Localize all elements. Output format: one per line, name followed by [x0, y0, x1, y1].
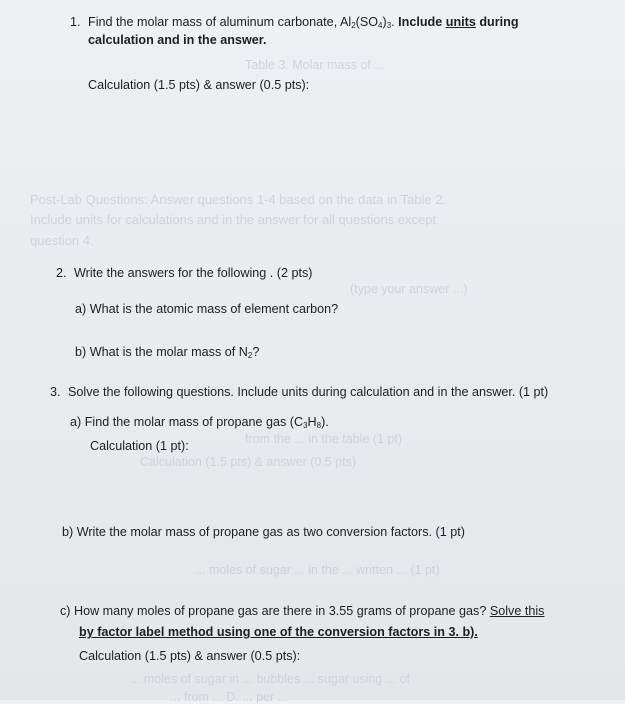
q1-calc-label: Calculation (1.5 pts) & answer (0.5 pts): [88, 78, 310, 92]
q3-part-a-calc: Calculation (1 pt): [90, 439, 189, 453]
q3-part-b: b) Write the molar mass of propane gas as two conversion factors. (1 pt) [62, 525, 465, 539]
q3-part-a: a) Find the molar mass of propane gas $(C_3H_8)$. [70, 415, 329, 430]
q2-part-a: a) What is the atomic mass of element carbon? [75, 302, 339, 316]
q1-number: 1. [70, 15, 81, 29]
q3-part-c-line-1: c) How many moles of propane gas are there in 3.55 grams of propane gas? Solve this [60, 604, 545, 618]
q1-instruction: Include units during [398, 15, 519, 29]
q3-solve-this: Solve this [489, 604, 545, 618]
q1-line-1: 1. Find the molar mass of aluminum carbonate, $Al_2(SO_4)_3$. Include units during [70, 15, 519, 30]
q1-line-2: calculation and in the answer. [88, 33, 267, 47]
q1-units-underlined: units [445, 15, 476, 29]
q3-title: 3. Solve the following questions. Include units during calculation and in the answer. (1 pt) [50, 385, 549, 399]
q1-text-a: Find the molar mass of aluminum carbonate, Al [88, 15, 352, 29]
q3-part-c-line-2: by factor label method using one of the conversion factors in 3. b). [79, 625, 478, 639]
q3-part-c-calc: Calculation (1.5 pts) & answer (0.5 pts): [79, 649, 301, 663]
q2-part-b: b) What is the molar mass of $N_2$? [75, 345, 260, 360]
q2-title: 2. Write the answers for the following . (2 pts) [56, 266, 313, 280]
